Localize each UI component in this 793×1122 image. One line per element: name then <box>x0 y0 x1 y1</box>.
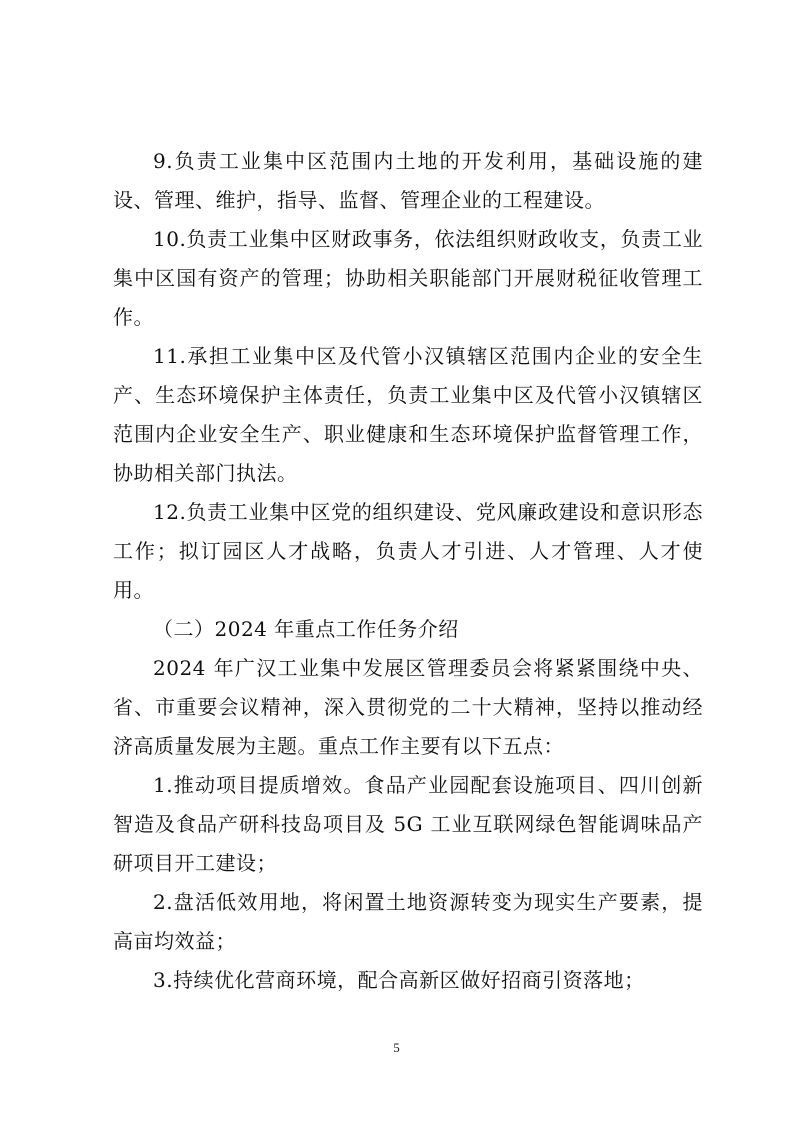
page-number: 5 <box>393 1040 400 1055</box>
task-item-1: 1.推动项目提质增效。食品产业园配套设施项目、四川创新智造及食品产研科技岛项目及 5G 工业互联网绿色智能调味品产研项目开工建设； <box>113 773 703 875</box>
paragraph-item-9: 9.负责工业集中区范围内土地的开发利用，基础设施的建设、管理、维护，指导、监督、管理企业的工程建设。 <box>113 149 703 212</box>
paragraph-item-11: 11.承担工业集中区及代管小汉镇辖区范围内企业的安全生产、生态环境保护主体责任，负责工业集中区及代管小汉镇辖区范围内企业安全生产、职业健康和生态环境保护监督管理工作，协助相关部门执法。 <box>113 344 703 485</box>
task-item-2: 2.盘活低效用地，将闲置土地资源转变为现实生产要素，提高亩均效益； <box>113 890 703 953</box>
section-heading: （二）2024 年重点工作任务介绍 <box>153 617 459 641</box>
paragraph-item-12: 12.负责工业集中区党的组织建设、党风廉政建设和意识形态工作；拟订园区人才战略，负责人才引进、人才管理、人才使用。 <box>113 500 703 602</box>
document-body <box>113 142 703 1000</box>
section-intro-paragraph: 2024 年广汉工业集中发展区管理委员会将紧紧围绕中央、省、市重要会议精神，深入贯彻党的二十大精神，坚持以推动经济高质量发展为主题。重点工作主要有以下五点： <box>113 656 703 758</box>
task-item-3: 3.持续优化营商环境，配合高新区做好招商引资落地； <box>153 968 645 992</box>
paragraph-item-10: 10.负责工业集中区财政事务，依法组织财政收支，负责工业集中区国有资产的管理；协助相关职能部门开展财税征收管理工作。 <box>113 227 703 329</box>
